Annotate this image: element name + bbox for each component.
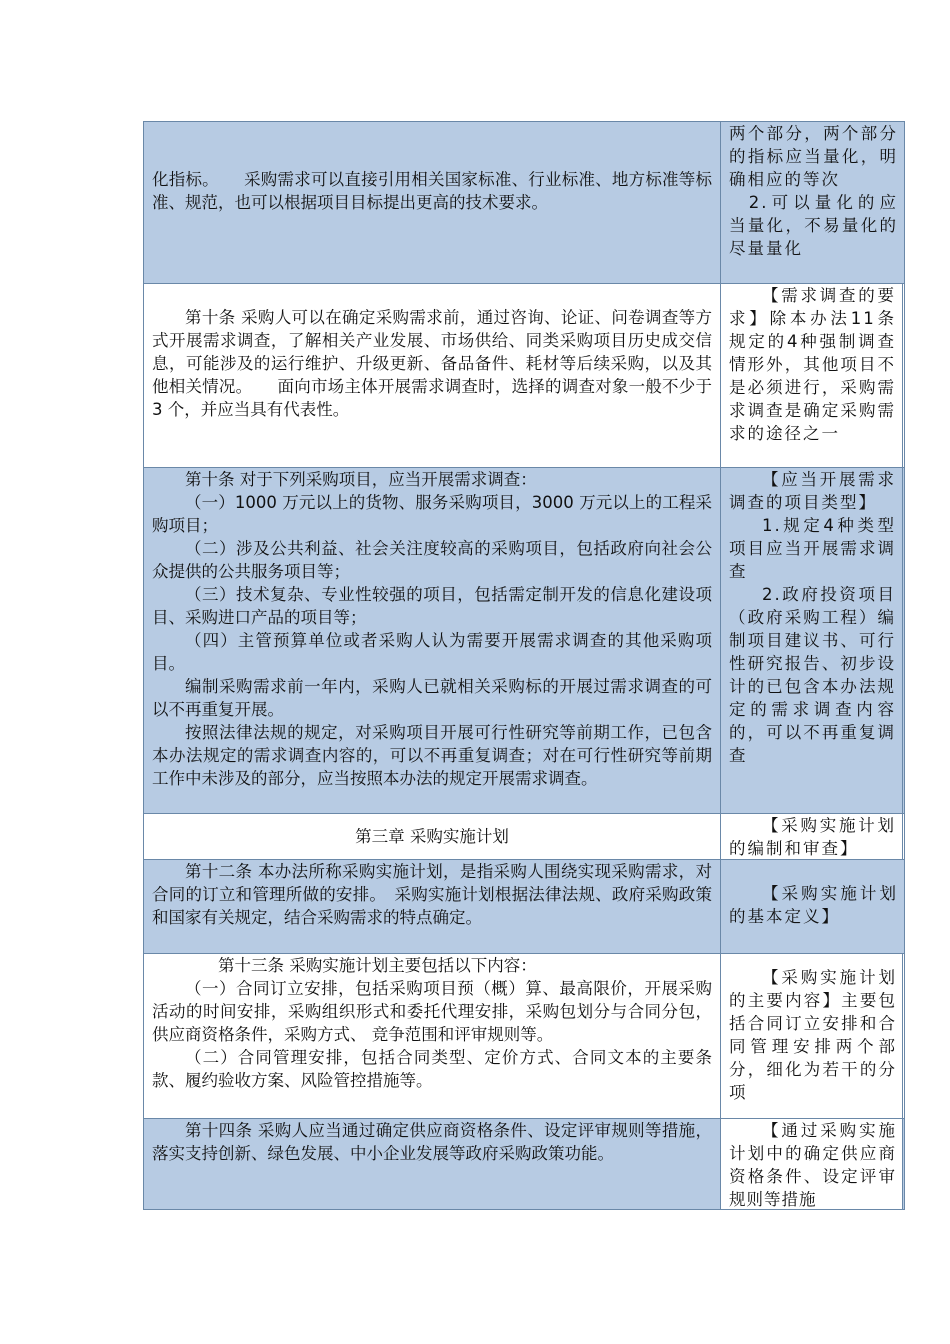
note-cell [721,860,904,953]
table-row [143,859,905,953]
paragraph: （一）1000 万元以上的货物、服务采购项目，3000 万元以上的工程采购项目； [152,493,712,535]
paragraph: 第十二条 本办法所称采购实施计划，是指采购人围绕实现采购需求，对合同的订立和管理所做的安排。 采购实施计划根据法律法规、政府采购政策和国家有关规定，结合采购需求的特点确定。 [152,862,712,927]
note-text: 2.可以量化的应当量化，不易量化的尽量量化 [729,193,898,258]
paragraph: 第十四条 采购人应当通过确定供应商资格条件、设定评审规则等措施，落实支持创新、绿色发展、中小企业发展等政府采购政策功能。 [152,1121,712,1163]
table-row [143,953,905,1118]
note-cell [720,814,903,859]
table-row [143,467,905,813]
paragraph: 第十条 采购人可以在确定采购需求前，通过咨询、论证、问卷调查等方式开展需求调查，了解相关产业发展、市场供给、同类采购项目历史成交信息，可能涉及的运行维护、升级更新、备品备件、耗材等后续采购，以及其他相关情况。 面向市场主体开展需求调查时，选择的调查对象一般不少于 3 个，并应当具有代表性。 [152,308,712,419]
note-text: 【应当开展需求调查的项目类型】 [729,470,896,512]
main-cell [144,122,721,283]
note-cell [720,954,903,1118]
note-text: 【通过采购实施计划中的确定供应商资格条件、设定评审规则等措施 [729,1121,896,1209]
main-cell [144,284,721,467]
paragraph: （二）涉及公共利益、社会关注度较高的采购项目，包括政府向社会公众提供的公共服务项目等； [152,539,712,581]
note-cell [720,468,903,813]
note-text: 【采购实施计划的基本定义】 [729,884,898,926]
table-row [143,283,905,467]
note-cell [720,1119,903,1209]
note-text: 1.规定4种类型项目应当开展需求调查 [729,516,896,581]
chapter-title: 第三章 采购实施计划 [355,827,509,846]
main-cell [144,1119,721,1209]
paragraph: 化指标。 采购需求可以直接引用相关国家标准、行业标准、地方标准等标准、规范，也可以根据项目目标提出更高的技术要求。 [152,170,712,212]
paragraph: （四）主管预算单位或者采购人认为需要开展需求调查的其他采购项目。 [152,631,712,673]
table-row [143,813,905,859]
note-text: 两个部分，两个部分的指标应当量化，明确相应的等次 [729,124,898,189]
main-cell [144,860,721,953]
main-cell [144,954,721,1118]
paragraph: （二）合同管理安排，包括合同类型、定价方式、合同文本的主要条款、履约验收方案、风险管控措施等。 [152,1048,712,1090]
paragraph: 编制采购需求前一年内，采购人已就相关采购标的开展过需求调查的可以不再重复开展。 [152,677,712,719]
paragraph: 第十三条 采购实施计划主要包括以下内容： [218,956,537,975]
main-cell [144,468,721,813]
table-row [143,1118,905,1210]
note-cell [720,284,903,467]
paragraph: （三）技术复杂、专业性较强的项目，包括需定制开发的信息化建设项目、采购进口产品的项目等； [152,585,712,627]
note-text: 【采购实施计划的编制和审查】 [729,816,896,858]
note-text: 【采购实施计划的主要内容】主要包括合同订立安排和合同管理安排两个部分，细化为若干的分项 [729,968,896,1102]
main-cell [144,814,721,859]
note-cell [721,122,904,283]
paragraph: 按照法律法规的规定，对采购项目开展可行性研究等前期工作，已包含本办法规定的需求调查内容的，可以不再重复调查；对在可行性研究等前期工作中未涉及的部分，应当按照本办法的规定开展需求调查。 [152,723,712,788]
note-text: 2.政府投资项目（政府采购工程）编制项目建议书、可行性研究报告、初步设计的已包含本办法规定的需求调查内容的，可以不再重复调查 [729,585,896,765]
note-text: 【需求调查的要求】除本办法11条规定的4种强制调查情形外，其他项目不是必须进行，采购需求调查是确定采购需求的途径之一 [729,286,896,443]
table-row [143,121,905,283]
paragraph: （一）合同订立安排，包括采购项目预（概）算、最高限价，开展采购活动的时间安排，采购组织形式和委托代理安排，采购包划分与合同分包，供应商资格条件，采购方式、 竞争范围和评审规则等。 [152,979,712,1044]
paragraph: 第十条 对于下列采购项目，应当开展需求调查： [185,470,537,489]
document-table [143,121,905,1210]
